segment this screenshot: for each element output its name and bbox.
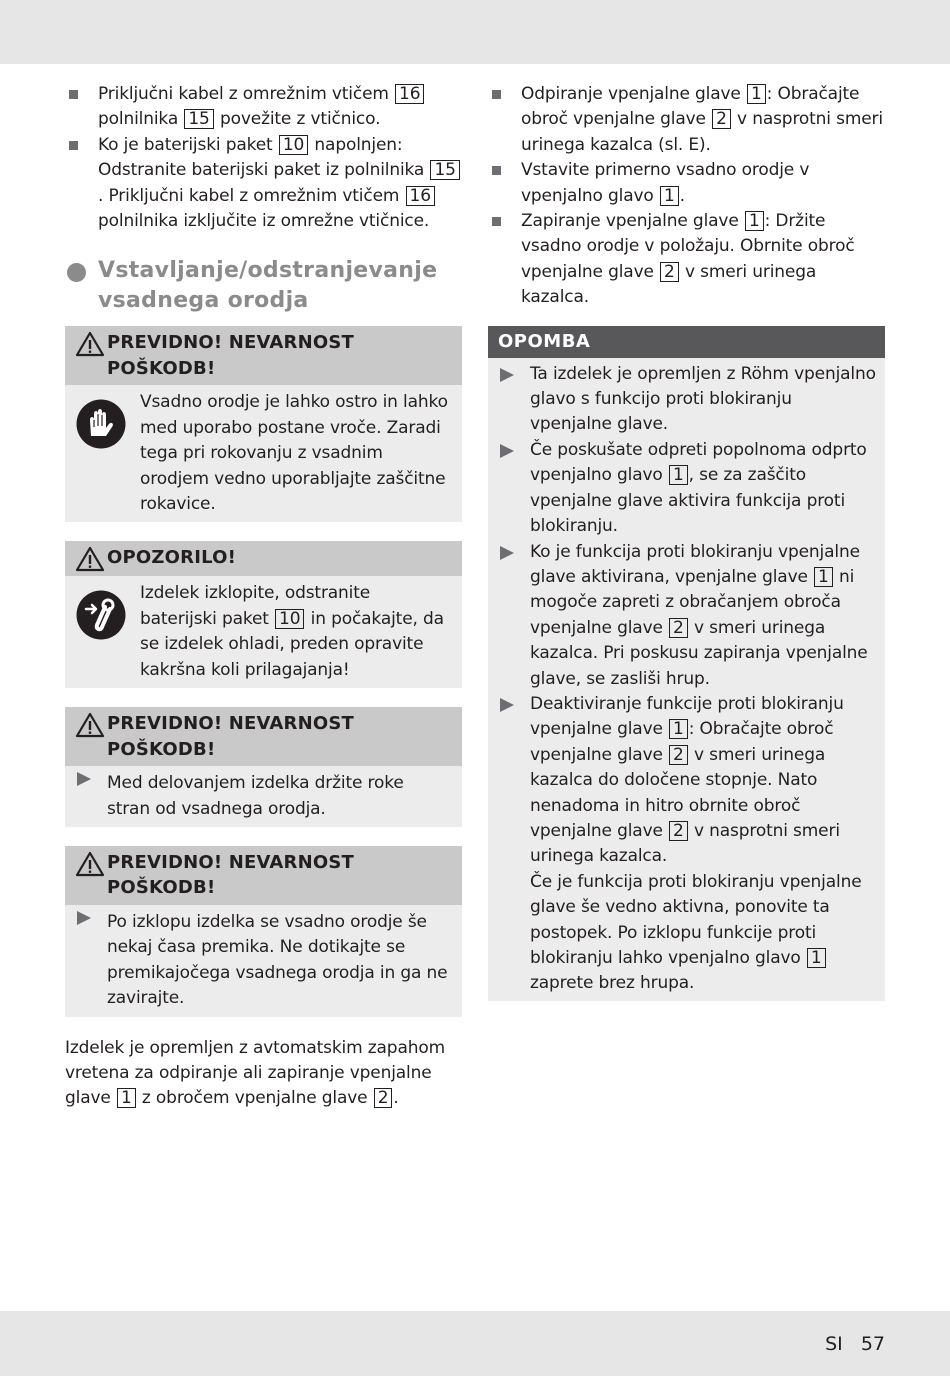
note-item-text — [530, 364, 876, 435]
reference-number: 10 — [279, 135, 308, 155]
warning-header — [65, 846, 462, 905]
note-body — [488, 358, 885, 1001]
reference-number: 10 — [275, 609, 304, 629]
reference-number: 1 — [669, 719, 688, 739]
text-run: Vstavite primerno vsadno orodje v vpenjalno glavo — [521, 160, 810, 206]
reference-number: 1 — [745, 211, 764, 231]
list-item — [65, 133, 462, 235]
warning-triangle-icon — [75, 851, 105, 877]
text-run: z obročem vpenjalne glave — [136, 1088, 373, 1109]
warning-title: OPOZORILO! — [107, 547, 237, 569]
text-run: Če je funkcija proti blokiranju vpenjalne glave še vedno aktivna, ponovite ta postopek. Po izklopu funkcije proti blokiranju lahko vpenjalno glavo — [530, 871, 862, 968]
square-bullet-icon — [492, 90, 501, 99]
reference-number: 2 — [669, 821, 688, 841]
text-run: napolnjen: Odstranite baterijski paket iz polnilnika — [98, 134, 430, 181]
reference-number: 2 — [712, 109, 731, 129]
warning-text: Vsadno orodje je lahko ostro in lahko med uporabo postane vroče. Zaradi tega pri rokovanju z vsadnim orodjem vedno uporabljajte zaščitne rokavice. — [140, 392, 448, 515]
reference-number: 1 — [807, 948, 826, 968]
note-item-text — [530, 694, 862, 993]
arrow-bullet-icon — [500, 444, 514, 458]
reference-number: 2 — [669, 618, 688, 638]
page-number: 57 — [860, 1333, 885, 1355]
warning-box — [65, 541, 462, 688]
text-run: zaprete brez hrupa. — [530, 973, 695, 994]
warning-triangle-icon — [75, 546, 105, 572]
warning-body — [65, 766, 462, 827]
reference-number: 1 — [660, 186, 679, 206]
note-item-text — [530, 440, 867, 536]
reference-number: 2 — [374, 1088, 393, 1108]
text-run: Ta izdelek je opremljen z Röhm vpenjalno glavo s funkcijo proti blokiranju vpenjalne glave. — [530, 363, 876, 435]
warning-header — [65, 326, 462, 385]
text-run: . — [679, 185, 685, 206]
page-footer — [825, 1333, 885, 1355]
reference-number: 2 — [660, 262, 679, 282]
text-run: Priključni kabel z omrežnim vtičem — [98, 84, 395, 104]
arrow-bullet-icon — [77, 772, 91, 786]
list-item — [488, 209, 885, 311]
arrow-bullet-icon — [500, 698, 514, 712]
text-run: Če poskušate odpreti popolnoma odprto vpenjalno glavo — [530, 439, 867, 486]
warning-body — [65, 905, 462, 1017]
text-run: , se za zaščito vpenjalne glave aktivira funkcija proti blokiranju. — [530, 465, 846, 537]
protective-gloves-icon — [75, 398, 127, 450]
text-run: Izdelek izklopite, odstranite baterijski paket — [140, 583, 371, 629]
warning-triangle-icon — [75, 712, 105, 738]
warning-header — [65, 707, 462, 766]
reference-number: 16 — [406, 186, 435, 206]
square-bullet-icon — [69, 141, 78, 150]
warning-title: PREVIDNO! NEVARNOST POŠKODB! — [107, 851, 355, 899]
note-item — [488, 692, 878, 997]
reference-number: 1 — [669, 465, 688, 485]
text-run: . — [393, 1088, 399, 1109]
text-run: : Držite vsadno orodje v položaju. Obrnite obroč vpenjalne glave — [521, 211, 855, 282]
unplug-tool-icon — [75, 589, 127, 641]
square-bullet-icon — [69, 90, 78, 99]
text-run: Deaktiviranje funkcije proti blokiranju vpenjalne glave — [530, 693, 844, 740]
reference-number: 15 — [184, 109, 213, 129]
square-bullet-icon — [492, 166, 501, 175]
list-item-text — [98, 84, 425, 129]
language-code: SI — [825, 1333, 843, 1355]
list-item — [488, 158, 885, 209]
warning-title: PREVIDNO! NEVARNOST POŠKODB! — [107, 713, 355, 760]
text-run: : Obračajte obroč vpenjalne glave — [530, 719, 834, 765]
text-run: : Obračajte obroč vpenjalne glave — [521, 84, 860, 130]
arrow-bullet-icon — [500, 368, 514, 382]
warning-header — [65, 541, 462, 576]
arrow-bullet-icon — [500, 546, 514, 560]
text-run: Ko je baterijski paket — [98, 134, 278, 155]
text-run: polnilnika — [98, 109, 184, 130]
note-title: OPOMBA — [488, 326, 885, 358]
list-item-text — [98, 135, 461, 231]
text-run: . Priključni kabel z omrežnim vtičem — [98, 185, 405, 206]
text-run: Zapiranje vpenjalne glave — [521, 211, 744, 232]
reference-number: 1 — [117, 1088, 136, 1108]
arrow-bullet-icon — [77, 911, 91, 925]
text-run: v smeri urinega kazalca do določene stopnje. Nato nenadoma in hitro obrnite obroč vpenjalne glave — [530, 744, 826, 841]
text-run: v smeri urinega kazalca. — [521, 261, 817, 308]
text-run: v smeri urinega kazalca. Pri poskusu zapiranja vpenjalne glave, se zasliši hrup. — [530, 617, 868, 689]
warning-text — [140, 581, 450, 683]
section-heading — [65, 256, 462, 316]
left-column — [65, 82, 462, 1112]
text-run: Izdelek je opremljen z avtomatskim zapahom vretena za odpiranje ali zapiranje vpenjalne glave — [65, 1037, 446, 1109]
note-box — [488, 326, 885, 1001]
text-run: v nasprotni smeri urinega kazalca. — [530, 820, 840, 867]
reference-number: 2 — [669, 745, 688, 765]
text-run: ni mogoče zapreti z obračanjem obroča vpenjalne glave — [530, 566, 855, 638]
list-item-text — [521, 160, 809, 205]
text-run: polnilnika izključite iz omrežne vtičnice. — [98, 211, 430, 232]
circle-bullet-icon — [67, 263, 86, 282]
note-item — [488, 540, 878, 692]
text-run: Ko je funkcija proti blokiranju vpenjalne glave aktivirana, vpenjalne glave — [530, 541, 860, 587]
reference-number: 15 — [430, 160, 459, 180]
header-band — [0, 0, 950, 64]
warning-body — [65, 385, 462, 522]
reference-number: 1 — [814, 567, 833, 587]
text-run: povežite z vtičnico. — [214, 109, 381, 130]
text-run: Odpiranje vpenjalne glave — [521, 84, 746, 104]
text-run: v nasprotni smeri urinega kazalca (sl. E). — [521, 109, 883, 155]
warning-triangle-icon — [75, 331, 105, 357]
reference-number: 16 — [395, 84, 424, 104]
warning-title: PREVIDNO! NEVARNOST POŠKODB! — [107, 332, 355, 379]
section-title: Vstavljanje/odstranjevanje vsadnega orodja — [98, 258, 438, 314]
square-bullet-icon — [492, 217, 501, 226]
list-item — [488, 82, 885, 158]
note-item — [488, 438, 878, 540]
warning-box — [65, 846, 462, 1017]
warning-box — [65, 707, 462, 827]
right-column — [488, 82, 885, 1001]
list-item — [65, 82, 462, 133]
note-item-text — [530, 542, 868, 689]
list-item-text — [521, 84, 883, 155]
footer-band — [0, 1311, 950, 1376]
warning-text: Po izklopu izdelka se vsadno orodje še nekaj časa premika. Ne dotikajte se premikajočega vsadnega orodja in ga ne zavirajte. — [107, 911, 448, 1009]
warning-box — [65, 326, 462, 522]
note-item — [488, 362, 878, 438]
reference-number: 1 — [747, 84, 766, 104]
warning-text: Med delovanjem izdelka držite roke stran od vsadnega orodja. — [107, 773, 404, 819]
text-run: in počakajte, da se izdelek ohladi, preden opravite kakršna koli prilagajanja! — [140, 608, 444, 680]
closing-paragraph — [65, 1036, 462, 1112]
list-item-text — [521, 211, 855, 307]
warning-body — [65, 576, 462, 688]
